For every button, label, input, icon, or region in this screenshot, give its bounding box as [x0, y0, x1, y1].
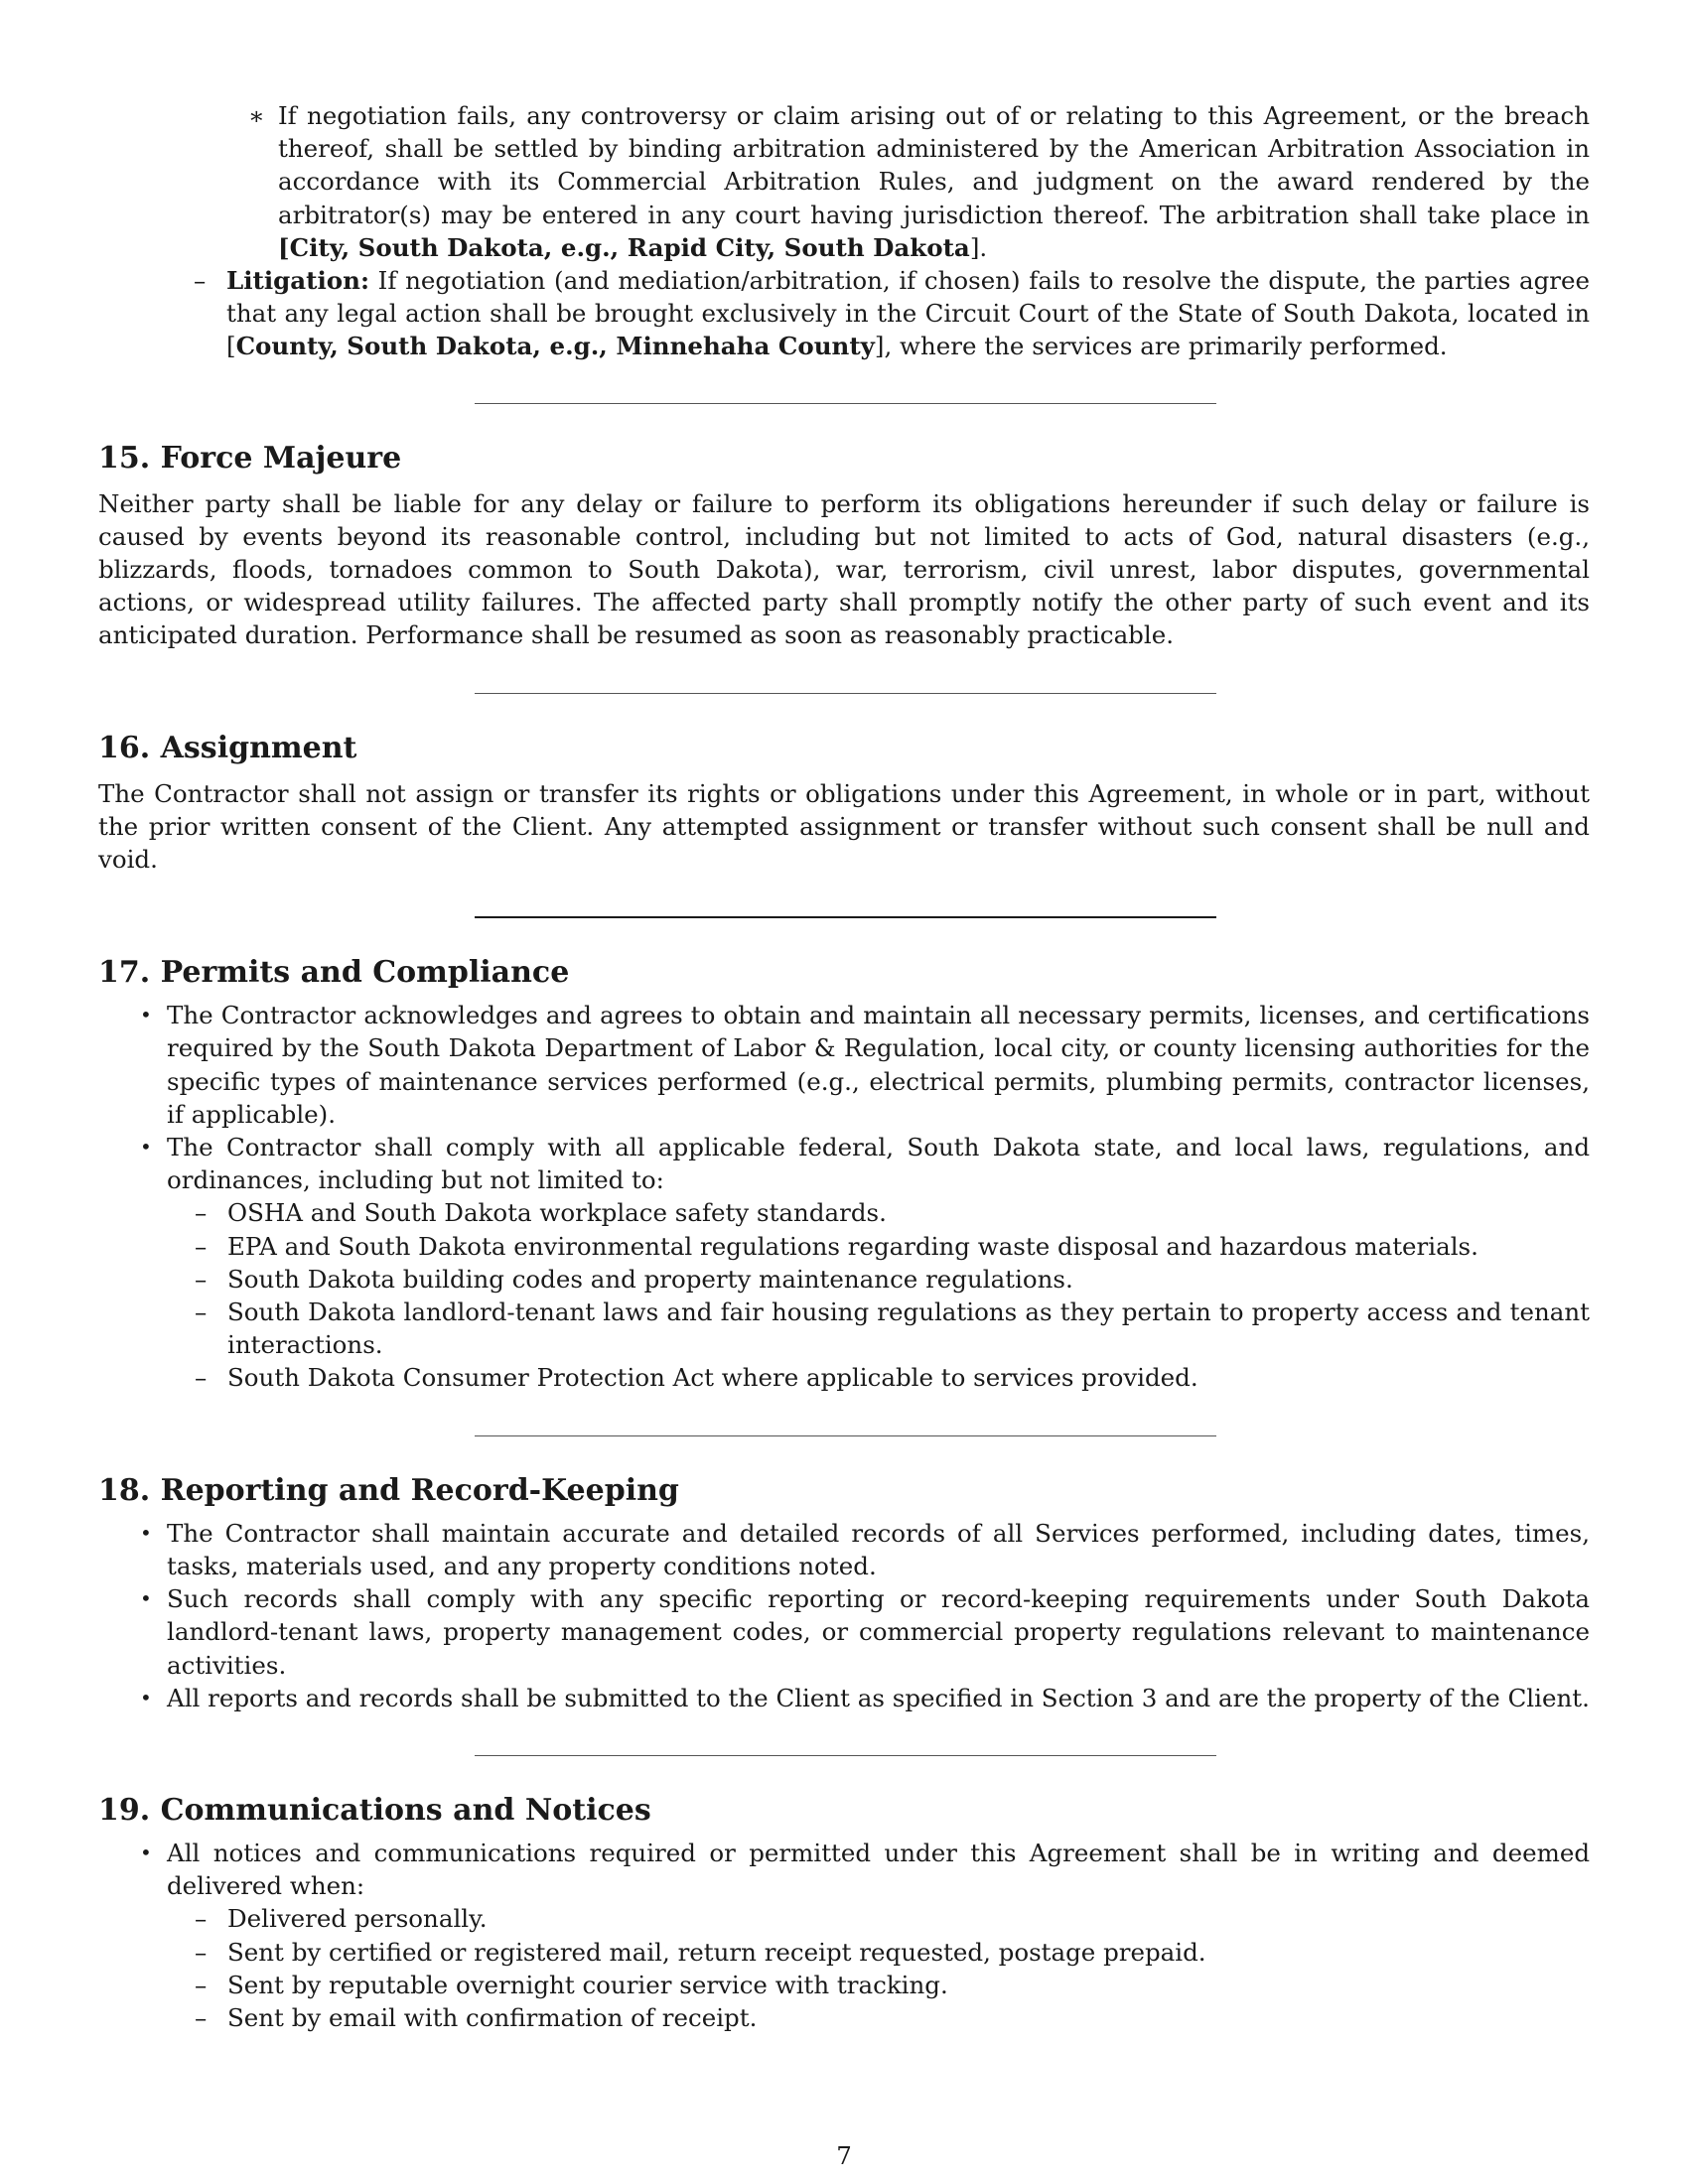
litigation-text-end: ], where the services are primarily performed. — [874, 332, 1448, 361]
section-19-heading: 19. Communications and Notices — [98, 1792, 651, 1828]
sub-list-item — [195, 1263, 1590, 1296]
sub-list-item — [195, 1296, 1590, 1361]
sub-list-item-text: OSHA and South Dakota workplace safety standards. — [227, 1198, 887, 1228]
litigation-text: If negotiation (and mediation/arbitration, if chosen) fails to resolve the dispute, the parties agree that any legal action shall be brought exclusively in the Circuit Court of the State of South Dakota, located in [ — [226, 266, 1590, 361]
list-item-text: The Contractor shall maintain accurate and detailed records of all Services performed, including dates, times, tasks, materials used, and any property conditions noted. — [167, 1518, 1590, 1580]
sub-list-item — [195, 1936, 1590, 1969]
dash-marker: – — [195, 2002, 208, 2032]
sub-list-item — [195, 1969, 1590, 2001]
sub-list-item — [195, 1230, 1590, 1263]
sub-list-item — [195, 1361, 1590, 1394]
sub-list-item-text: South Dakota building codes and property maintenance regulations. — [227, 1264, 1073, 1294]
bullet-marker: • — [140, 1135, 152, 1160]
section-17-list — [98, 999, 1590, 1394]
list-item — [140, 1131, 1590, 1196]
section-16-body: The Contractor shall not assign or transfer its rights or obligations under this Agreement, in whole or in part, without the prior written consent of the Client. Any attempted assignment or transfer without such consent shall be null and void. — [98, 778, 1590, 875]
section-15-body: Neither party shall be liable for any delay or failure to perform its obligations hereunder if such delay or failure is caused by events beyond its reasonable control, including but not limited to acts of God, natural disasters (e.g., blizzards, floods, tornadoes common to South Dakota), war, terrorism, civil unrest, labor disputes, governmental actions, or widespread utility failures. The affected party shall promptly notify the other party of such event and its anticipated duration. Performance shall be resumed as soon as reasonably practicable. — [98, 488, 1590, 650]
litigation-item — [194, 264, 1590, 363]
list-item — [140, 1682, 1590, 1714]
dash-marker: – — [195, 1297, 208, 1327]
list-item — [140, 1582, 1590, 1682]
sub-list-item-text: EPA and South Dakota environmental regulations regarding waste disposal and hazardous materials. — [227, 1231, 1478, 1261]
section-divider — [475, 403, 1216, 404]
sub-list-item-text: Sent by certified or registered mail, return receipt requested, postage prepaid. — [227, 1937, 1206, 1967]
section-19-list — [98, 1837, 1590, 2034]
arbitration-text: If negotiation fails, any controversy or claim arising out of or relating to this Agreement, or the breach thereof, shall be settled by binding arbitration administered by the American Arbitration Association in accordance with its Commercial Arbitration Rules, and judgment on the award rendered by the arbitrator(s) may be entered in any court having jurisdiction thereof. The arbitration shall take place in — [278, 101, 1590, 229]
bullet-marker: • — [140, 1840, 152, 1864]
arbitration-place-placeholder: [City, South Dakota, e.g., Rapid City, South Dakota — [278, 232, 970, 262]
list-item — [140, 999, 1590, 1131]
list-item-text: All notices and communications required or permitted under this Agreement shall be in writing and deemed delivered when: — [167, 1838, 1590, 1901]
litigation-county-placeholder: County, South Dakota, e.g., Minnehaha County — [235, 332, 875, 361]
dash-marker: – — [195, 1198, 208, 1228]
dash-marker: – — [195, 1970, 208, 1999]
arbitration-item — [248, 99, 1590, 264]
arbitration-text-end: ]. — [969, 232, 988, 262]
bullet-marker: • — [140, 1685, 152, 1709]
section-17-heading: 17. Permits and Compliance — [98, 955, 570, 991]
sub-list-item-text: Delivered personally. — [227, 1904, 488, 1934]
bullet-marker: • — [140, 1586, 152, 1611]
sub-list-item — [195, 2001, 1590, 2034]
sub-list-item-text: South Dakota Consumer Protection Act where applicable to services provided. — [227, 1363, 1198, 1393]
dash-marker: – — [195, 1363, 208, 1393]
dash-marker: – — [195, 1231, 208, 1261]
page-number: 7 — [836, 2141, 852, 2170]
dash-marker: – — [195, 1937, 208, 1967]
section-18-heading: 18. Reporting and Record-Keeping — [98, 1472, 679, 1508]
document-page — [98, 99, 1590, 2034]
dash-marker: – — [194, 266, 207, 296]
dash-marker: – — [195, 1264, 208, 1294]
sub-list-item-text: Sent by email with confirmation of receipt. — [227, 2002, 758, 2032]
bullet-marker: • — [140, 1520, 152, 1545]
section-18-list — [98, 1517, 1590, 1714]
dash-marker: – — [195, 1904, 208, 1934]
sub-list-item — [195, 1196, 1590, 1229]
section-16-heading: 16. Assignment — [98, 730, 357, 765]
section-divider — [475, 1435, 1216, 1436]
section-divider — [475, 693, 1216, 694]
litigation-label: Litigation: — [226, 266, 369, 296]
sub-list-item — [195, 1902, 1590, 1935]
list-item — [140, 1517, 1590, 1582]
list-item-text: The Contractor shall comply with all applicable federal, South Dakota state, and local laws, regulations, and ordinances, including but not limited to: — [167, 1133, 1590, 1195]
sub-list-item-text: Sent by reputable overnight courier service with tracking. — [227, 1970, 948, 1999]
list-item-text: The Contractor acknowledges and agrees to obtain and maintain all necessary permits, licenses, and certifications required by the South Dakota Department of Labor & Regulation, local city, or county licensing authorities for the specific types of maintenance services performed (e.g., electrical permits, plumbing permits, contractor licenses, if applicable). — [167, 1001, 1590, 1129]
bullet-marker: • — [140, 1003, 152, 1027]
list-item-text: Such records shall comply with any specific reporting or record-keeping requirements under South Dakota landlord-tenant laws, property management codes, or commercial property regulations relevant to maintenance activities. — [167, 1584, 1590, 1680]
section-15-heading: 15. Force Majeure — [98, 440, 402, 476]
list-item — [140, 1837, 1590, 1902]
section-divider — [475, 1755, 1216, 1756]
asterisk-marker: ∗ — [248, 101, 265, 130]
list-item-text: All reports and records shall be submitted to the Client as specified in Section 3 and are the property of the Client. — [167, 1683, 1590, 1712]
section-divider — [475, 916, 1216, 918]
sub-list-item-text: South Dakota landlord-tenant laws and fair housing regulations as they pertain to property access and tenant interactions. — [227, 1297, 1590, 1360]
